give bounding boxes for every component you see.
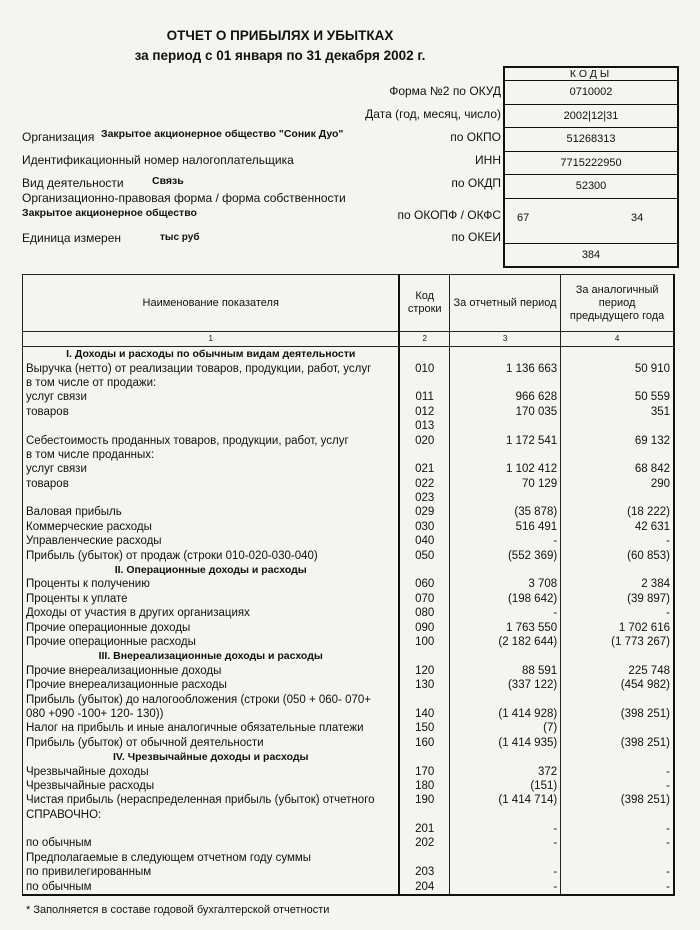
- col-number-2: 2: [399, 332, 449, 347]
- row-previous-value: 68 842: [561, 462, 674, 476]
- row-previous-value: [561, 750, 674, 764]
- row-code: 012: [399, 405, 449, 419]
- row-label: товаров: [23, 477, 400, 491]
- section-header-row: [23, 563, 675, 577]
- okei-label: по ОКЕИ: [451, 230, 501, 244]
- row-previous-value: 50 910: [561, 361, 674, 375]
- table-row: [23, 606, 675, 620]
- row-previous-value: [561, 376, 674, 390]
- col-code-header: Код строки: [399, 275, 449, 332]
- row-code: 023: [399, 491, 449, 505]
- table-row: [23, 879, 675, 894]
- row-previous-value: 42 631: [561, 520, 674, 534]
- row-current-value: 1 763 550: [449, 620, 560, 634]
- row-label: Прочие операционные расходы: [23, 635, 400, 649]
- row-label: Налог на прибыль и иные аналогичные обязательные платежи: [23, 721, 400, 735]
- org-value: Закрытое акционерное общество "Соник Дуо": [101, 128, 344, 140]
- row-label: [23, 822, 400, 836]
- row-current-value: [449, 376, 560, 390]
- table-row: [23, 664, 675, 678]
- row-label: Управленческие расходы: [23, 534, 400, 548]
- row-previous-value: [561, 649, 674, 663]
- row-previous-value: (60 853): [561, 548, 674, 562]
- table-header-row: [23, 275, 675, 332]
- codes-box: [503, 66, 679, 268]
- row-current-value: (337 122): [449, 678, 560, 692]
- row-code: 201: [399, 822, 449, 836]
- row-label: Чистая прибыль (нераспределенная прибыль (убыток) отчетного: [23, 793, 400, 807]
- row-previous-value: (398 251): [561, 736, 674, 750]
- row-code: 180: [399, 779, 449, 793]
- row-label: Прочие операционные доходы: [23, 620, 400, 634]
- section-header-row: [23, 649, 675, 663]
- row-previous-value: 1 702 616: [561, 620, 674, 634]
- row-current-value: (1 414 928): [449, 707, 560, 721]
- report-period: за период с 01 января по 31 декабря 2002 г.: [134, 48, 426, 63]
- row-code: 013: [399, 419, 449, 433]
- table-row: [23, 764, 675, 778]
- table-row: [23, 592, 675, 606]
- row-previous-value: -: [561, 822, 674, 836]
- row-previous-value: 69 132: [561, 433, 674, 447]
- row-previous-value: [561, 808, 674, 822]
- row-code: 202: [399, 836, 449, 850]
- row-code: 120: [399, 664, 449, 678]
- row-label: Прибыль (убыток) от обычной деятельности: [23, 736, 400, 750]
- row-previous-value: (454 982): [561, 678, 674, 692]
- table-row: [23, 520, 675, 534]
- okei-code: 384: [505, 243, 677, 267]
- table-row: [23, 808, 675, 822]
- table-row: [23, 707, 675, 721]
- inn-code: 7715222950: [505, 151, 677, 175]
- row-previous-value: [561, 419, 674, 433]
- activity-label: Вид деятельности: [22, 176, 124, 190]
- row-code: 080: [399, 606, 449, 620]
- row-label: 080 +090 -100+ 120- 130)): [23, 707, 400, 721]
- row-current-value: 170 035: [449, 405, 560, 419]
- table-row: [23, 505, 675, 519]
- table-row: [23, 793, 675, 807]
- okopf-label: по ОКОПФ / ОКФС: [397, 208, 501, 222]
- row-current-value: -: [449, 822, 560, 836]
- row-previous-value: [561, 692, 674, 706]
- row-previous-value: -: [561, 865, 674, 879]
- row-previous-value: [561, 721, 674, 735]
- row-code: [399, 563, 449, 577]
- row-current-value: [449, 808, 560, 822]
- row-label: Коммерческие расходы: [23, 520, 400, 534]
- row-current-value: -: [449, 865, 560, 879]
- row-code: 090: [399, 620, 449, 634]
- row-label: [23, 419, 400, 433]
- unit-label: Единица измерен: [22, 231, 122, 245]
- table-row: [23, 692, 675, 706]
- row-current-value: -: [449, 606, 560, 620]
- row-label: Прибыль (убыток) от продаж (строки 010-020-030-040): [23, 548, 400, 562]
- column-number-row: [23, 332, 675, 347]
- okfs-value: 34: [631, 211, 644, 224]
- col-number-3: 3: [449, 332, 560, 347]
- row-label: Проценты к уплате: [23, 592, 400, 606]
- row-code: 040: [399, 534, 449, 548]
- row-previous-value: [561, 563, 674, 577]
- okopf-okfs-code: [505, 198, 677, 243]
- okud-code: 0710002: [505, 80, 677, 104]
- row-code: 190: [399, 793, 449, 807]
- row-current-value: [449, 692, 560, 706]
- row-label: III. Внереализационные доходы и расходы: [23, 649, 400, 663]
- row-code: 150: [399, 721, 449, 735]
- row-code: 020: [399, 433, 449, 447]
- row-code: 010: [399, 361, 449, 375]
- row-code: [399, 750, 449, 764]
- row-previous-value: 351: [561, 405, 674, 419]
- legal-form-label: Организационно-правовая форма / форма собственности: [22, 191, 346, 205]
- table-row: [23, 477, 675, 491]
- row-label: IV. Чрезвычайные доходы и расходы: [23, 750, 400, 764]
- row-current-value: (1 414 935): [449, 736, 560, 750]
- row-current-value: 516 491: [449, 520, 560, 534]
- row-previous-value: 290: [561, 477, 674, 491]
- okpo-code: 51268313: [505, 127, 677, 151]
- row-current-value: 372: [449, 764, 560, 778]
- row-code: [399, 692, 449, 706]
- row-previous-value: -: [561, 836, 674, 850]
- row-current-value: (1 414 714): [449, 793, 560, 807]
- codes-heading: КОДЫ: [569, 68, 613, 80]
- row-current-value: 1 136 663: [449, 361, 560, 375]
- row-label: Выручка (нетто) от реализации товаров, продукции, работ, услуг: [23, 361, 400, 375]
- row-previous-value: -: [561, 779, 674, 793]
- inn-long-label: Идентификационный номер налогоплательщика: [22, 153, 294, 167]
- row-current-value: (552 369): [449, 548, 560, 562]
- row-code: 100: [399, 635, 449, 649]
- table-row: [23, 721, 675, 735]
- report-title: ОТЧЕТ О ПРИБЫЛЯХ И УБЫТКАХ: [166, 28, 394, 43]
- row-code: 021: [399, 462, 449, 476]
- row-current-value: [449, 649, 560, 663]
- row-label: Чрезвычайные доходы: [23, 764, 400, 778]
- date-label: Дата (год, месяц, число): [365, 107, 501, 121]
- row-code: 204: [399, 879, 449, 894]
- table-row: [23, 376, 675, 390]
- row-code: 203: [399, 865, 449, 879]
- row-code: [399, 376, 449, 390]
- legal-form-value: Закрытое акционерное общество: [22, 207, 197, 219]
- table-row: [23, 620, 675, 634]
- row-code: [399, 347, 449, 362]
- row-code: [399, 649, 449, 663]
- row-current-value: 1 102 412: [449, 462, 560, 476]
- row-current-value: (198 642): [449, 592, 560, 606]
- row-label: в том числе проданных:: [23, 448, 400, 462]
- row-code: 030: [399, 520, 449, 534]
- row-label: по обычным: [23, 836, 400, 850]
- row-previous-value: (39 897): [561, 592, 674, 606]
- row-code: [399, 808, 449, 822]
- row-current-value: (35 878): [449, 505, 560, 519]
- row-label: [23, 491, 400, 505]
- row-code: 050: [399, 548, 449, 562]
- activity-value: Связь: [152, 175, 184, 187]
- org-label: Организация: [22, 130, 95, 144]
- row-label: по обычным: [23, 879, 400, 894]
- table-row: [23, 433, 675, 447]
- row-previous-value: -: [561, 606, 674, 620]
- row-label: Чрезвычайные расходы: [23, 779, 400, 793]
- row-current-value: (151): [449, 779, 560, 793]
- table-row: [23, 534, 675, 548]
- row-previous-value: (398 251): [561, 707, 674, 721]
- row-label: по привилегированным: [23, 865, 400, 879]
- row-code: 070: [399, 592, 449, 606]
- table-row: [23, 822, 675, 836]
- table-row: [23, 390, 675, 404]
- date-code: 2002|12|31: [505, 104, 677, 128]
- row-label: Прочие внереализационные расходы: [23, 678, 400, 692]
- okud-label: Форма №2 по ОКУД: [389, 84, 501, 98]
- col-name-header: Наименование показателя: [23, 275, 400, 332]
- row-code: 060: [399, 577, 449, 591]
- row-code: 011: [399, 390, 449, 404]
- row-current-value: [449, 419, 560, 433]
- okdp-label: по ОКДП: [451, 176, 501, 190]
- income-statement-table: [22, 274, 675, 896]
- section-header-row: [23, 750, 675, 764]
- row-current-value: [449, 851, 560, 865]
- row-previous-value: [561, 851, 674, 865]
- table-row: [23, 448, 675, 462]
- col-number-1: 1: [23, 332, 400, 347]
- row-current-value: 70 129: [449, 477, 560, 491]
- row-code: 170: [399, 764, 449, 778]
- row-previous-value: (398 251): [561, 793, 674, 807]
- row-current-value: [449, 448, 560, 462]
- okpo-label: по ОКПО: [450, 130, 501, 144]
- row-current-value: -: [449, 534, 560, 548]
- table-row: [23, 462, 675, 476]
- row-current-value: 966 628: [449, 390, 560, 404]
- table-row: [23, 736, 675, 750]
- table-row: [23, 361, 675, 375]
- row-label: Доходы от участия в других организациях: [23, 606, 400, 620]
- section-header-row: [23, 347, 675, 362]
- row-code: [399, 448, 449, 462]
- table-row: [23, 419, 675, 433]
- row-previous-value: -: [561, 764, 674, 778]
- row-label: Предполагаемые в следующем отчетном году суммы: [23, 851, 400, 865]
- inn-label: ИНН: [475, 153, 501, 167]
- row-code: 160: [399, 736, 449, 750]
- row-label: Прибыль (убыток) до налогообложения (строки (050 + 060- 070+: [23, 692, 400, 706]
- row-previous-value: [561, 448, 674, 462]
- table-row: [23, 865, 675, 879]
- row-current-value: (7): [449, 721, 560, 735]
- table-row: [23, 548, 675, 562]
- col-current-header: За отчетный период: [449, 275, 560, 332]
- table-row: [23, 779, 675, 793]
- table-row: [23, 678, 675, 692]
- row-current-value: (2 182 644): [449, 635, 560, 649]
- row-label: Валовая прибыль: [23, 505, 400, 519]
- footnote: * Заполняется в составе годовой бухгалтерской отчетности: [26, 904, 330, 916]
- row-label: в том числе от продажи:: [23, 376, 400, 390]
- row-label: Прочие внереализационные доходы: [23, 664, 400, 678]
- row-code: 029: [399, 505, 449, 519]
- table-row: [23, 491, 675, 505]
- row-current-value: -: [449, 879, 560, 894]
- row-label: II. Операционные доходы и расходы: [23, 563, 400, 577]
- row-current-value: [449, 347, 560, 362]
- row-code: 022: [399, 477, 449, 491]
- row-label: товаров: [23, 405, 400, 419]
- table-row: [23, 836, 675, 850]
- row-current-value: 88 591: [449, 664, 560, 678]
- okdp-code: 52300: [505, 174, 677, 198]
- row-previous-value: [561, 347, 674, 362]
- row-code: [399, 851, 449, 865]
- table-row: [23, 577, 675, 591]
- row-previous-value: (1 773 267): [561, 635, 674, 649]
- row-current-value: [449, 491, 560, 505]
- col-number-4: 4: [561, 332, 674, 347]
- table-row: [23, 405, 675, 419]
- col-previous-header: За аналогичный период предыдущего года: [561, 275, 674, 332]
- row-label: I. Доходы и расходы по обычным видам деятельности: [23, 347, 400, 362]
- row-previous-value: [561, 491, 674, 505]
- row-label: услуг связи: [23, 462, 400, 476]
- row-current-value: 3 708: [449, 577, 560, 591]
- row-current-value: 1 172 541: [449, 433, 560, 447]
- row-code: 130: [399, 678, 449, 692]
- row-current-value: [449, 563, 560, 577]
- row-previous-value: 2 384: [561, 577, 674, 591]
- okopf-value: 67: [517, 211, 530, 224]
- table-row: [23, 851, 675, 865]
- table-row: [23, 635, 675, 649]
- row-previous-value: 225 748: [561, 664, 674, 678]
- row-previous-value: -: [561, 534, 674, 548]
- row-current-value: [449, 750, 560, 764]
- row-label: Проценты к получению: [23, 577, 400, 591]
- row-label: услуг связи: [23, 390, 400, 404]
- row-label: СПРАВОЧНО:: [23, 808, 400, 822]
- row-previous-value: 50 559: [561, 390, 674, 404]
- row-code: 140: [399, 707, 449, 721]
- row-label: Себестоимость проданных товаров, продукции, работ, услуг: [23, 433, 400, 447]
- row-current-value: -: [449, 836, 560, 850]
- row-previous-value: -: [561, 879, 674, 894]
- row-previous-value: (18 222): [561, 505, 674, 519]
- unit-value: тыс руб: [160, 232, 200, 243]
